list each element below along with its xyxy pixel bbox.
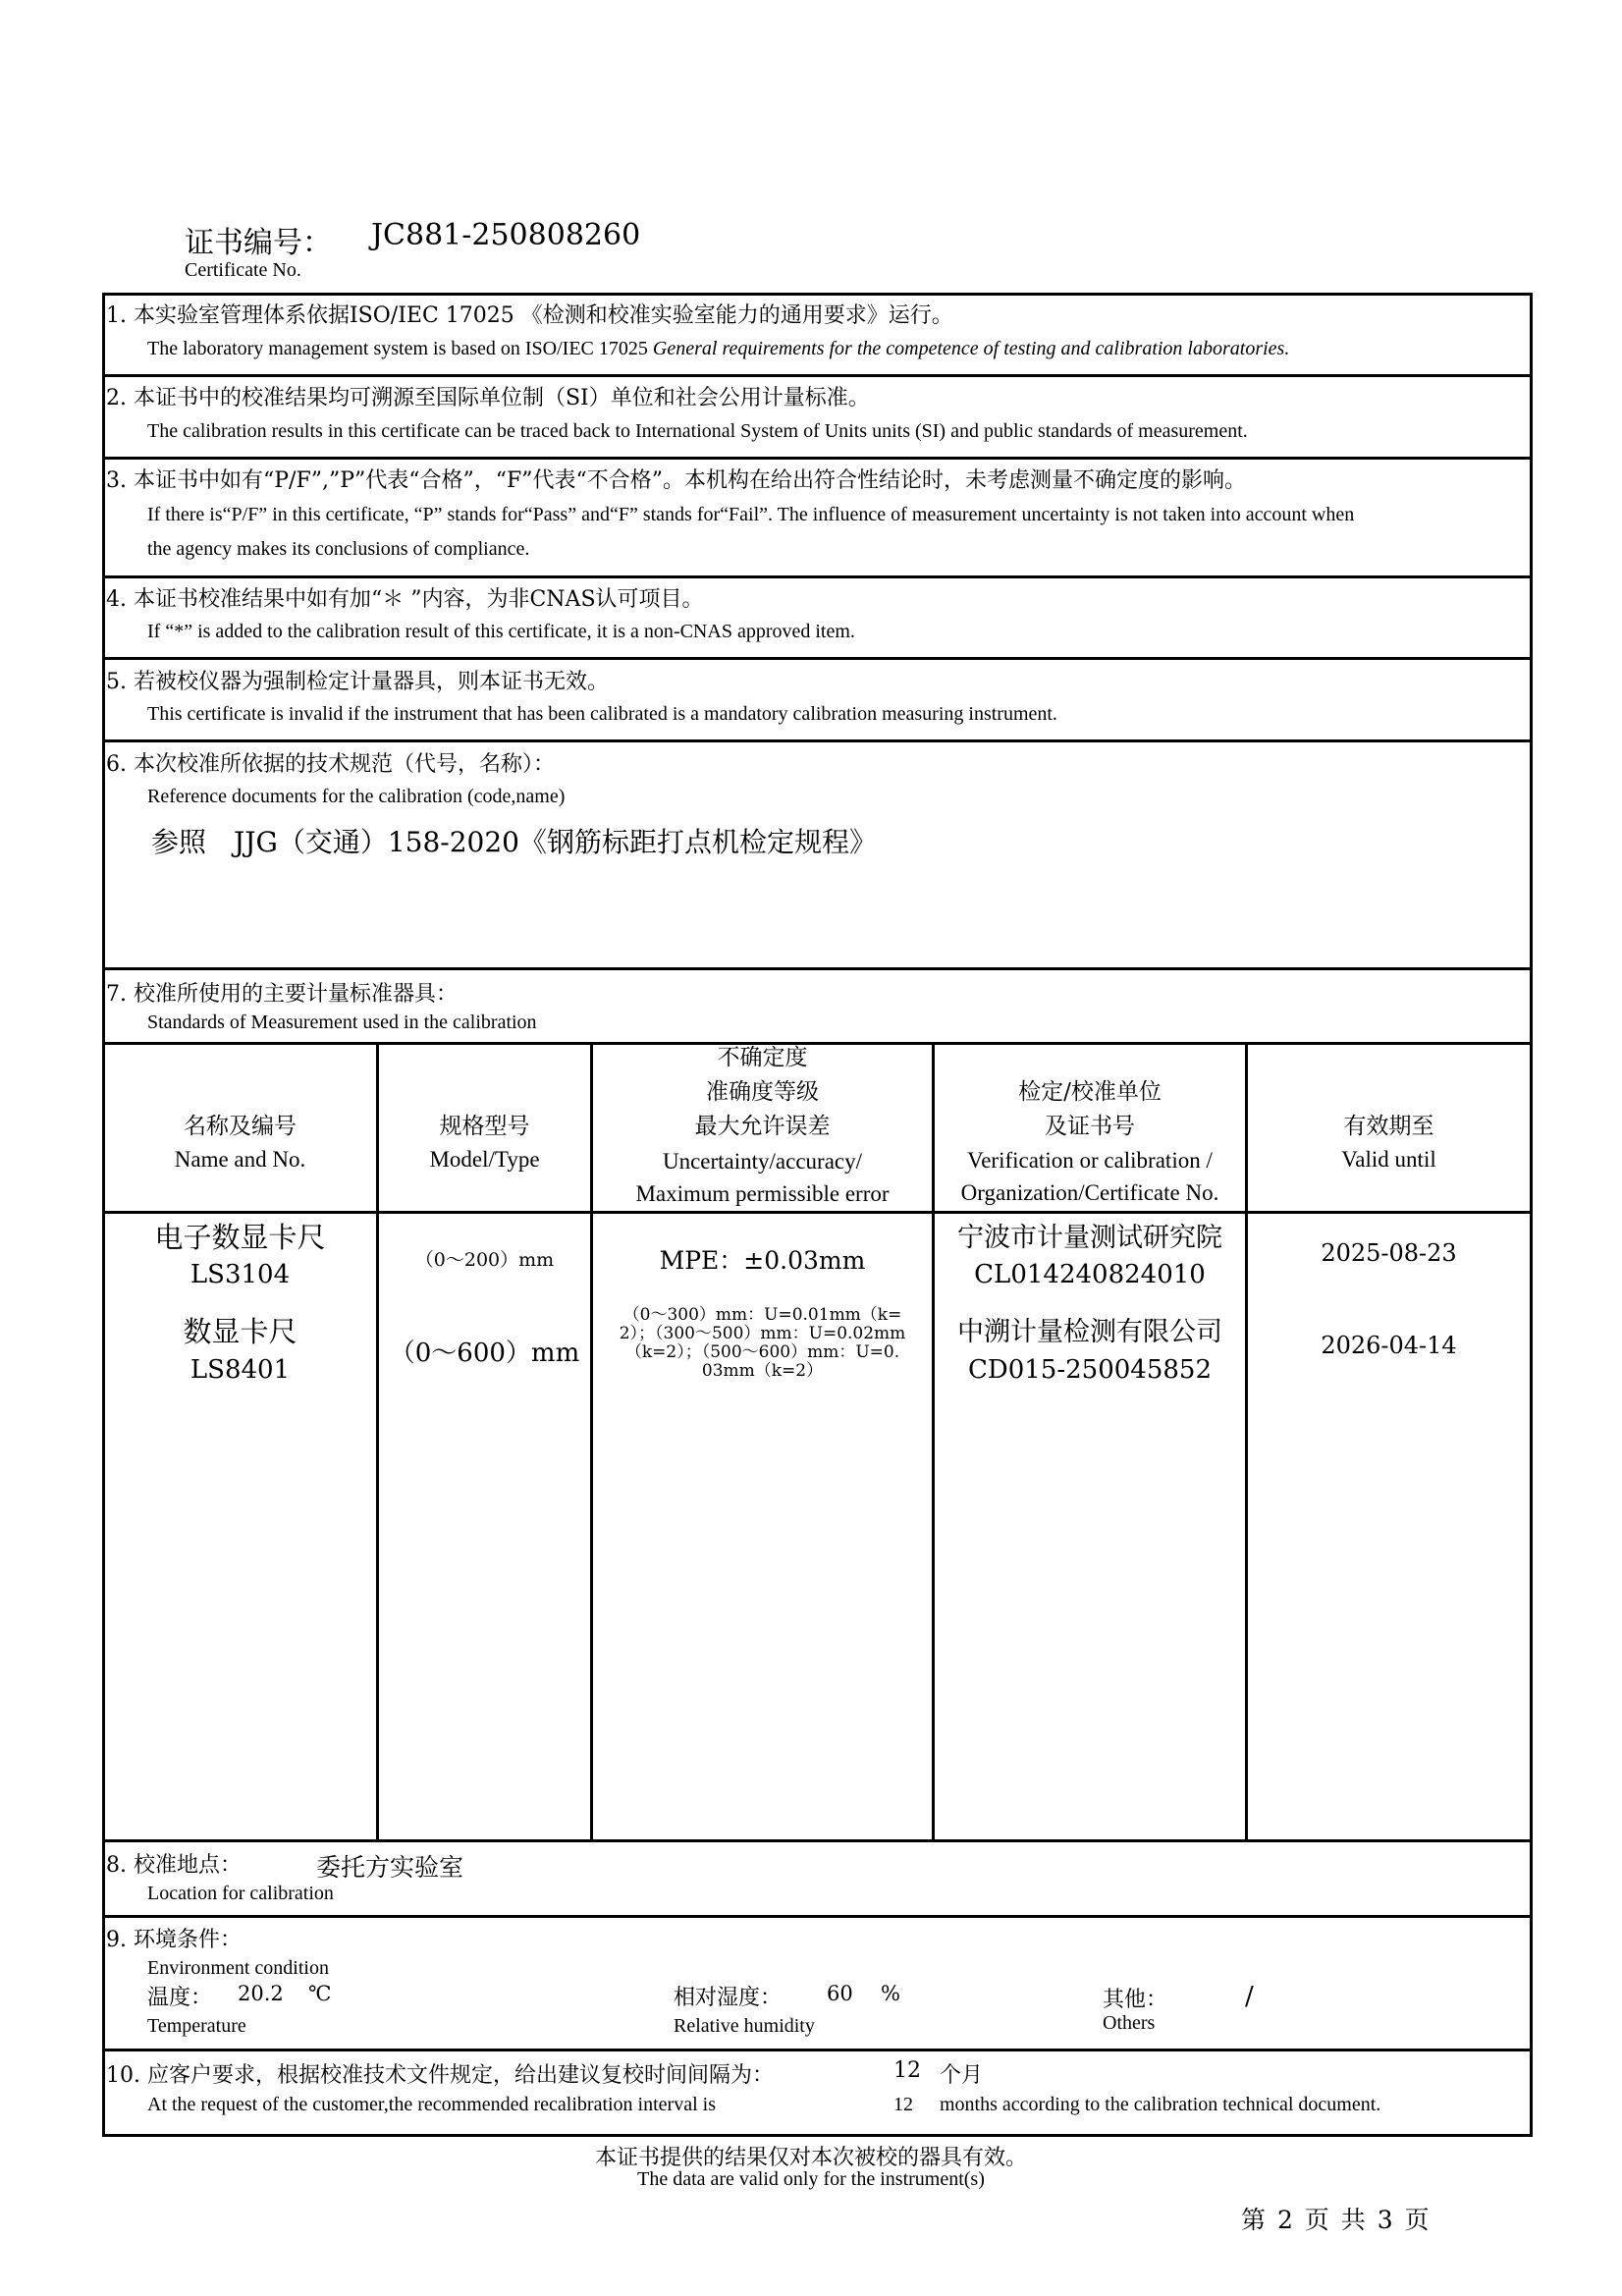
table-row-2-no: LS8401 <box>189 1355 291 1385</box>
table-row-1-accuracy: MPE：±0.03mm <box>659 1246 866 1275</box>
section-9-cn: 9. 环境条件： <box>106 1928 242 1952</box>
temperature-label-en: Temperature <box>147 2015 246 2037</box>
section-3-en-line1: If there is“P/F” in this certificate, “P” stands for“Pass” and“F” stands for“Fail”. The influence of measurement uncertainty is not taken into account when <box>147 504 1355 525</box>
table-row-1-name: 电子数显卡尺 <box>154 1221 326 1254</box>
humidity-label: 相对湿度： <box>674 1986 783 2010</box>
table-header-name: 名称及编号 Name and No. <box>174 1114 306 1172</box>
section-3-cn: 3. 本证书中如有“P/F”,”P”代表“合格”，“F”代表“不合格”。本机构在给出符合性结论时，未考虑测量不确定度的影响。 <box>106 468 1246 493</box>
section-3-en-line2: the agency makes its conclusions of compliance. <box>147 538 530 560</box>
certificate-number: JC881-250808260 <box>371 218 641 252</box>
humidity-label-en: Relative humidity <box>674 2015 815 2037</box>
section-4-cn: 4. 本证书校准结果中如有加“＊ ”内容，为非CNAS认可项目。 <box>106 587 704 612</box>
others-value: / <box>1245 1982 1254 2011</box>
section-10-en: At the request of the customer,the recommended recalibration interval is <box>147 2094 716 2115</box>
recalibration-interval-value-en: 12 <box>893 2094 913 2115</box>
section-2-en: The calibration results in this certificate can be traced back to International System of Units units (SI) and public standards of measurement. <box>147 420 1248 442</box>
section-7-en: Standards of Measurement used in the calibration <box>147 1011 537 1033</box>
table-row-2-name: 数显卡尺 <box>183 1315 297 1348</box>
section-1-en: The laboratory management system is based on ISO/IEC 17025 General requirements for the competence of testing and calibration laboratories. <box>147 338 1290 359</box>
others-label: 其他： <box>1103 1988 1168 2012</box>
page-indicator: 第 2 页 共 3 页 <box>1241 2206 1432 2234</box>
section-8-en: Location for calibration <box>147 1883 334 1904</box>
table-row-2-accuracy: （0～300）mm：U=0.01mm（k= 2）；（300～500）mm：U=0.02mm （k=2）；（500～600）mm：U=0. 03mm（k=2） <box>619 1305 906 1381</box>
validity-note-cn: 本证书提供的结果仅对本次被校的器具有效。 <box>594 2146 1027 2170</box>
table-header-accuracy: 不确定度 准确度等级 最大允许误差 Uncertainty/accuracy/ Maximum permissible error <box>635 1045 890 1206</box>
section-4-en: If “*” is added to the calibration result of this certificate, it is a non-CNAS approved item. <box>147 621 855 642</box>
table-header-organization: 检定/校准单位 及证书号 Verification or calibration / Organization/Certificate No. <box>960 1079 1219 1205</box>
section-7-cn: 7. 校准所使用的主要计量标准器具： <box>106 982 458 1007</box>
table-row-1-organization: 宁波市计量测试研究院 <box>957 1223 1222 1253</box>
table-row-2-model: （0～600）mm <box>389 1339 580 1368</box>
table-row-2-valid-until: 2026-04-14 <box>1321 1332 1457 1359</box>
table-row-1-model: （0～200）mm <box>414 1249 555 1271</box>
calibration-location: 委托方实验室 <box>316 1853 464 1882</box>
table-header-valid-until: 有效期至 Valid until <box>1341 1114 1436 1172</box>
temperature-unit: ℃ <box>308 1982 332 2005</box>
humidity-value: 60 <box>827 1982 853 2005</box>
section-6-en: Reference documents for the calibration (code,name) <box>147 786 566 807</box>
section-5-cn: 5. 若被校仪器为强制检定计量器具，则本证书无效。 <box>106 670 609 694</box>
table-row-1-certificate: CL014240824010 <box>974 1260 1206 1289</box>
cert-label-en: Certificate No. <box>185 259 301 281</box>
table-header-model: 规格型号 Model/Type <box>429 1114 540 1172</box>
recalibration-interval-value: 12 <box>893 2058 921 2083</box>
validity-note-en: The data are valid only for the instrument(s) <box>637 2168 985 2190</box>
section-9-en: Environment condition <box>147 1957 329 1979</box>
section-8-cn: 8. 校准地点： <box>106 1853 242 1878</box>
temperature-value: 20.2 <box>238 1982 284 2005</box>
recalibration-interval-unit-en: months according to the calibration technical document. <box>940 2094 1381 2115</box>
others-label-en: Others <box>1103 2012 1156 2034</box>
table-row-1-no: LS3104 <box>189 1260 291 1289</box>
section-10-cn: 10. 应客户要求，根据校准技术文件规定，给出建议复校时间间隔为： <box>106 2063 774 2088</box>
section-1-cn: 1. 本实验室管理体系依据ISO/IEC 17025 《检测和校准实验室能力的通用要求》运行。 <box>106 303 953 328</box>
section-5-en: This certificate is invalid if the instrument that has been calibrated is a mandatory calibration measuring instrument. <box>147 703 1057 725</box>
table-row-2-organization: 中溯计量检测有限公司 <box>957 1317 1222 1347</box>
cert-label-cn: 证书编号： <box>185 226 332 260</box>
recalibration-interval-unit: 个月 <box>940 2063 984 2088</box>
reference-document: 参照 JJG（交通）158-2020《钢筋标距打点机检定规程》 <box>151 826 877 858</box>
table-row-2-certificate: CD015-250045852 <box>967 1355 1213 1385</box>
section-6-cn: 6. 本次校准所依据的技术规范（代号，名称）： <box>106 752 555 777</box>
section-2-cn: 2. 本证书中的校准结果均可溯源至国际单位制（SI）单位和社会公用计量标准。 <box>106 386 870 410</box>
table-row-1-valid-until: 2025-08-23 <box>1321 1239 1457 1267</box>
humidity-unit: % <box>881 1982 900 2005</box>
temperature-label: 温度： <box>147 1986 213 2010</box>
